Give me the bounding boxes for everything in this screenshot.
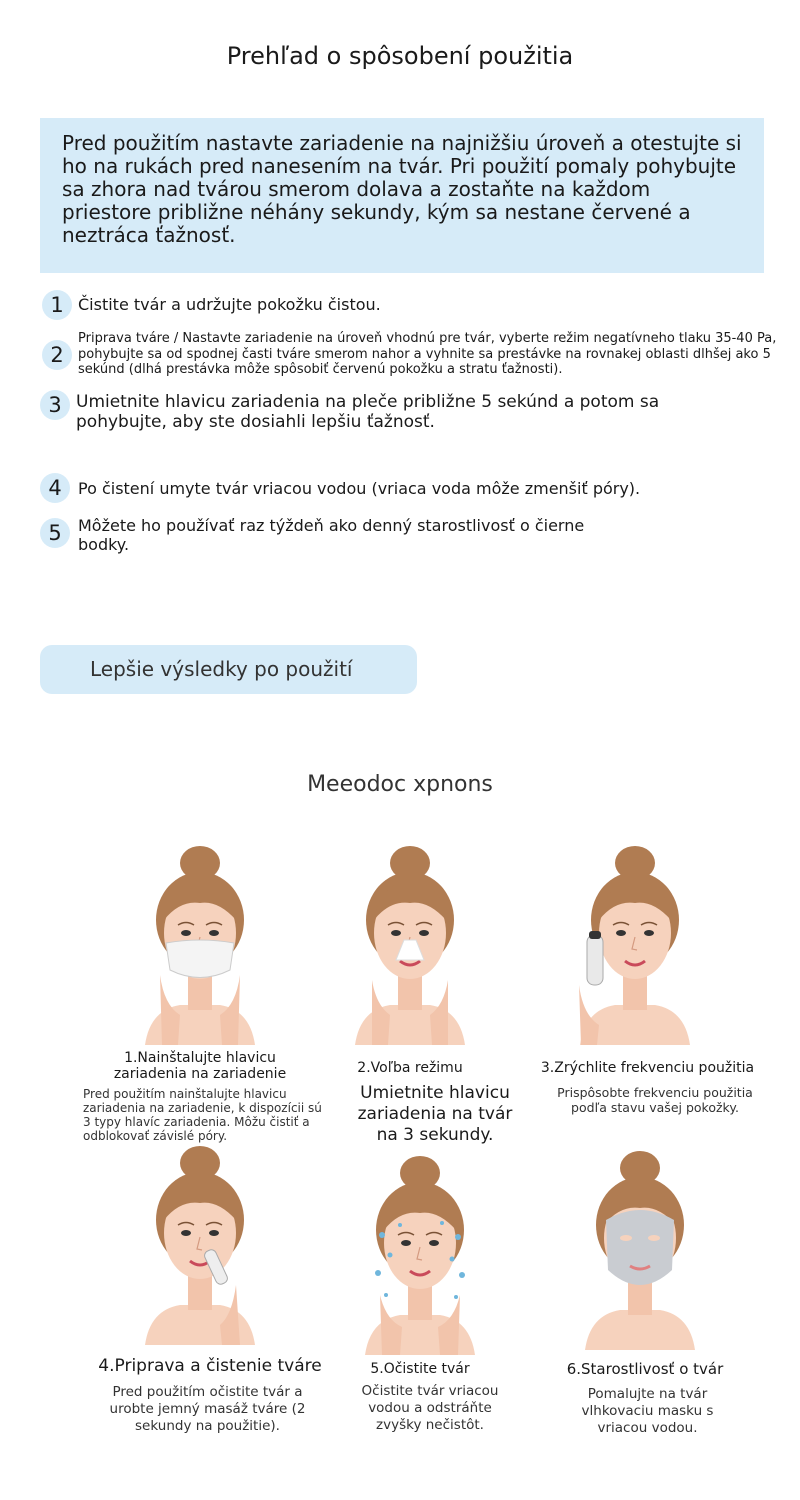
method-caption: 2.Voľba režimu [357, 1060, 463, 1076]
step-text: Umietnite hlavicu zariadenia na pleče približne 5 sekúnd a potom sa pohybujte, aby ste dosiahli lepšiu ťažnosť. [76, 392, 660, 432]
step-number: 4 [40, 473, 70, 503]
face-illustration-mask [580, 1150, 700, 1350]
step-number: 3 [40, 390, 70, 420]
face-illustration-frequency [575, 845, 695, 1045]
step-text: Môžete ho používať raz týždeň ako denný starostlivosť o čierne bodky. [78, 516, 585, 554]
face-illustration-rinse [360, 1155, 480, 1355]
method-description: Umietnite hlavicu zariadenia na tvár na 3 sekundy. [357, 1083, 513, 1145]
step-text: Priprava tváre / Nastavte zariadenie na úroveň vhodnú pre tvár, vyberte režim negatívneho tlaku 35-40 Pa, pohybujte sa od spodnej časti tváre smerom nahor a vyhnite sa prestávke na rovnakej oblasti dlhšej ako 5 sekúnd (dlhá prestávka môže spôsobiť červenú pokožku a stratu ťažnosti). [78, 331, 777, 377]
face-illustration-install [140, 845, 260, 1045]
method-caption: 6.Starostlivosť o tvár [566, 1360, 724, 1378]
method-description: Pred použitím očistite tvár a urobte jemný masáž tváre (2 sekundy na použitie). [109, 1384, 306, 1434]
nose-strip-icon [166, 940, 234, 978]
step-number: 5 [40, 518, 70, 548]
face-mask-icon [606, 1210, 674, 1285]
step-text: Po čistení umyte tvár vriacou vodou (vriaca voda môže zmenšiť póry). [78, 479, 641, 498]
step-text: Čistite tvár a udržujte pokožku čistou. [78, 295, 381, 314]
method-caption: 3.Zrýchlite frekvenciu použitia [540, 1060, 755, 1076]
results-banner: Lepšie výsledky po použití [40, 645, 417, 694]
method-caption: 1.Nainštalujte hlavicu zariadenia na zariadenie [113, 1050, 287, 1082]
method-description: Pomalujte na tvár vlhkovaciu masku s vriacou vodou. [581, 1386, 714, 1436]
device-icon [587, 935, 603, 985]
step-number: 2 [42, 340, 72, 370]
step-number: 1 [42, 290, 72, 320]
face-illustration-prepare [140, 1145, 260, 1345]
method-caption: 4.Priprava a čistenie tváre [98, 1356, 322, 1376]
face-illustration-mode [350, 845, 470, 1045]
method-description: Prispôsobte frekvenciu použitia podľa stavu vašej pokožky. [557, 1085, 753, 1115]
method-description: Pred použitím nainštalujte hlavicu zariadenia na zariadenie, k dispozícii sú 3 typy hlavíc zariadenia. Môžu čistiť a odblokovať závislé póry. [83, 1087, 322, 1143]
method-caption: 5.Očistite tvár [370, 1361, 470, 1377]
intro-text: Pred použitím nastavte zariadenie na najnižšiu úroveň a otestujte si ho na rukách pred nanesením na tvár. Pri použití pomaly pohybujte sa zhora nad tvárou smerom dolava a zostaňte na každom priestore približne néhány sekundy, kým sa nestane červené a neztráca ťažnosť. [62, 131, 742, 247]
page-title: Prehľad o spôsobení použitia [226, 42, 574, 70]
method-title: Meeodoc xpnons [307, 772, 493, 797]
method-description: Očistite tvár vriacou vodou a odstráňte zvyšky nečistôt. [361, 1383, 499, 1433]
intro-box [40, 118, 764, 273]
